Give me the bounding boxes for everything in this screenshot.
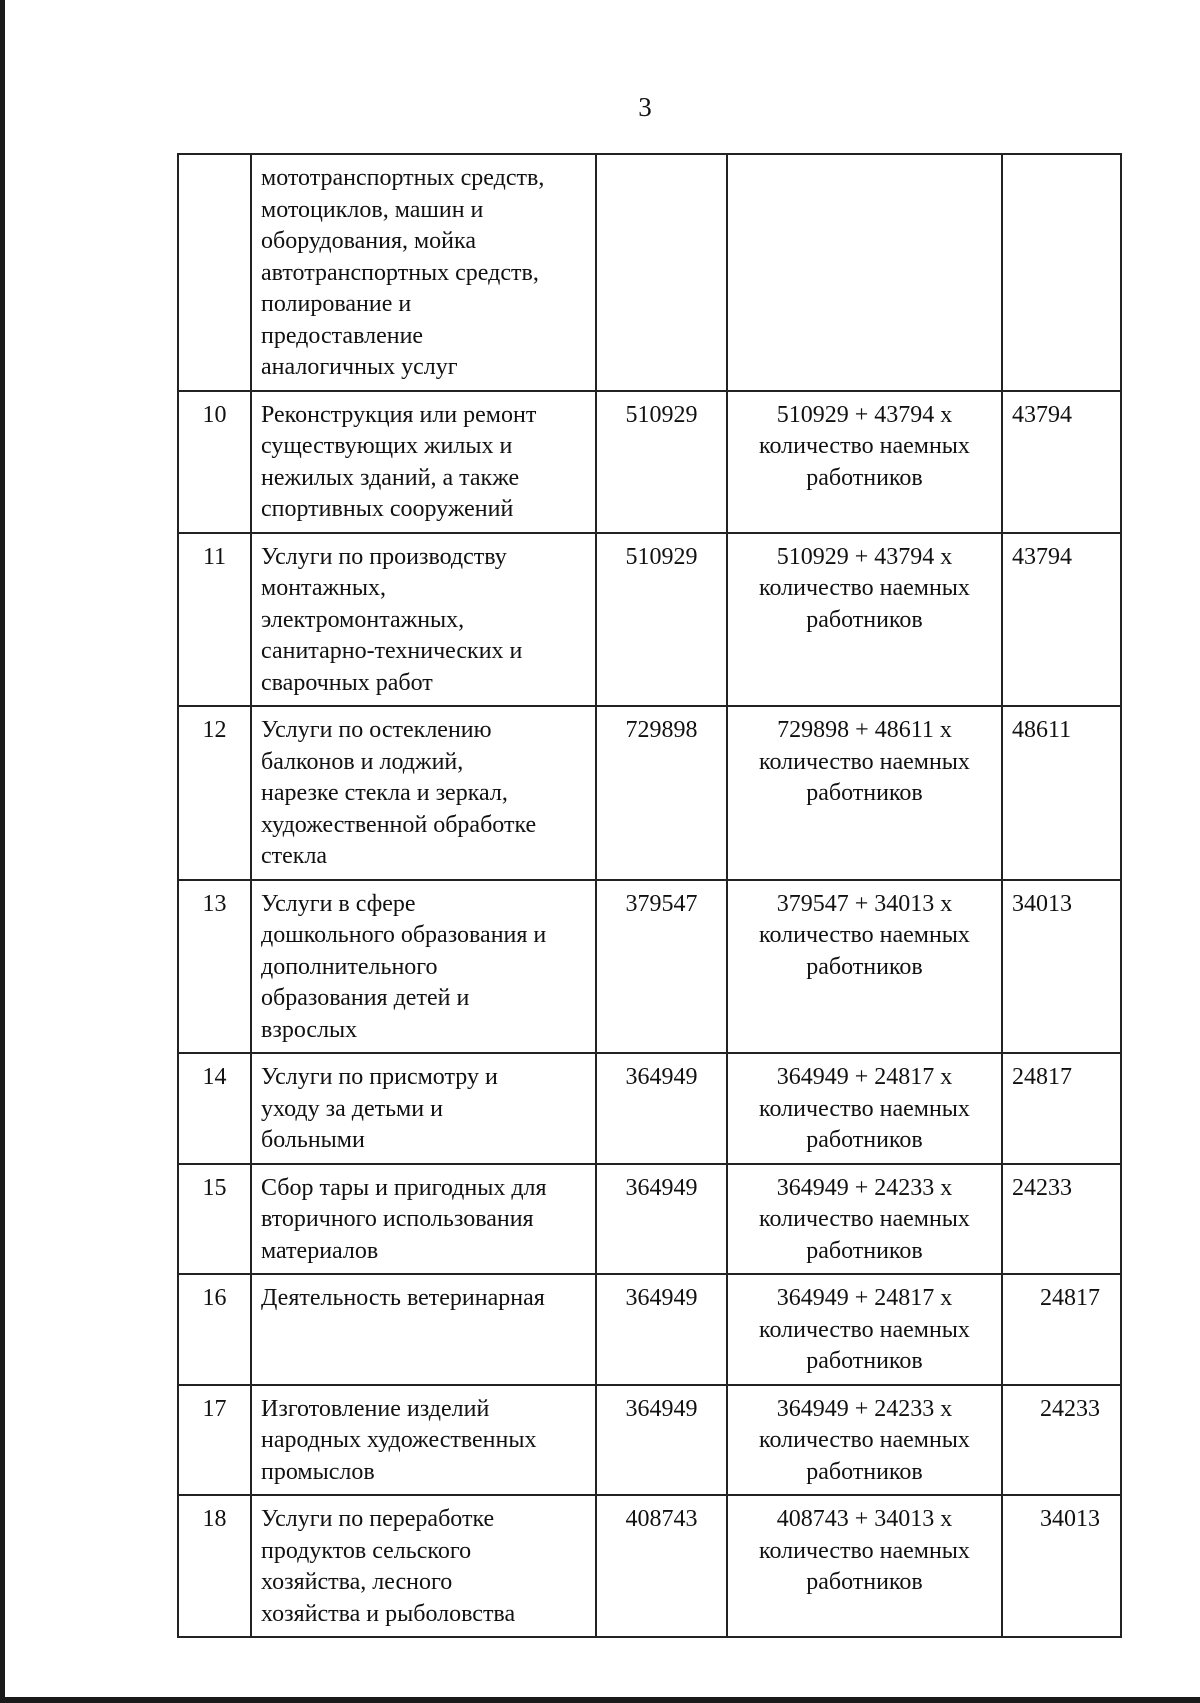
cell-activity-name bbox=[251, 1495, 596, 1637]
name-line: дополнительного bbox=[261, 953, 438, 980]
cell-formula bbox=[727, 1164, 1002, 1275]
formula-line: количество наемных bbox=[759, 1537, 970, 1564]
cell-num: 17 bbox=[178, 1385, 251, 1496]
cell-num: 12 bbox=[178, 706, 251, 880]
cell-increment bbox=[1002, 154, 1121, 391]
name-line: монтажных, bbox=[261, 575, 387, 601]
cell-formula bbox=[727, 1274, 1002, 1385]
cell-num: 10 bbox=[178, 391, 251, 533]
table-row-continuation bbox=[178, 154, 1121, 391]
cell-formula bbox=[727, 706, 1002, 880]
formula-line: работников bbox=[806, 464, 923, 491]
cell-formula bbox=[727, 154, 1002, 391]
cell-formula bbox=[727, 533, 1002, 707]
name-line: образования детей и bbox=[261, 985, 470, 1011]
formula-line: работников bbox=[806, 1237, 923, 1264]
formula-line: работников bbox=[806, 953, 923, 980]
scan-edge-left bbox=[0, 0, 5, 1703]
cell-increment: 24233 bbox=[1002, 1385, 1121, 1496]
name-line: полирование и bbox=[261, 291, 412, 317]
formula-line: 364949 + 24817 х bbox=[776, 1064, 953, 1090]
formula-line: работников bbox=[806, 780, 923, 806]
name-line: Услуги по остеклению bbox=[261, 717, 492, 743]
cell-base-income: 729898 bbox=[596, 706, 727, 880]
name-line: материалов bbox=[261, 1237, 379, 1264]
name-line: Услуги по переработке bbox=[261, 1506, 495, 1532]
name-line: нежилых зданий, а также bbox=[261, 464, 520, 491]
name-line: хозяйства и рыболовства bbox=[261, 1600, 516, 1627]
name-line: балконов и лоджий, bbox=[261, 748, 464, 775]
cell-base-income: 510929 bbox=[596, 533, 727, 707]
formula-line: 510929 + 43794 х bbox=[776, 543, 953, 570]
formula-line: работников bbox=[806, 1569, 923, 1595]
cell-activity-name bbox=[251, 706, 596, 880]
table-row bbox=[178, 706, 1121, 880]
name-line: уходу за детьми и bbox=[261, 1095, 443, 1122]
formula-line: количество наемных bbox=[759, 433, 970, 459]
name-line: хозяйства, лесного bbox=[261, 1569, 453, 1595]
formula-line: 510929 + 43794 х bbox=[776, 401, 953, 428]
cell-activity-name bbox=[251, 391, 596, 533]
cell-base-income: 364949 bbox=[596, 1274, 727, 1385]
formula-line: количество наемных bbox=[759, 575, 970, 601]
name-line: мототранспортных средств, bbox=[261, 165, 545, 191]
name-line: вторичного использования bbox=[261, 1206, 534, 1232]
name-line: автотранспортных средств, bbox=[261, 259, 539, 286]
name-line: мотоциклов, машин и bbox=[261, 196, 484, 223]
name-line: Реконструкция или ремонт bbox=[261, 401, 537, 428]
name-line: аналогичных услуг bbox=[261, 354, 458, 380]
name-line: санитарно-технических и bbox=[261, 638, 523, 664]
cell-increment: 34013 bbox=[1002, 1495, 1121, 1637]
cell-base-income: 408743 bbox=[596, 1495, 727, 1637]
formula-line: количество наемных bbox=[759, 1427, 970, 1453]
cell-base-income: 379547 bbox=[596, 880, 727, 1054]
name-line: Деятельность ветеринарная bbox=[261, 1285, 545, 1311]
cell-increment: 24817 bbox=[1002, 1053, 1121, 1164]
name-line: существующих жилых и bbox=[261, 433, 513, 459]
table-row bbox=[178, 533, 1121, 707]
formula-line: 364949 + 24233 х bbox=[776, 1395, 953, 1422]
cell-increment: 43794 bbox=[1002, 391, 1121, 533]
cell-activity-name bbox=[251, 533, 596, 707]
table-row bbox=[178, 1385, 1121, 1496]
cell-num: 18 bbox=[178, 1495, 251, 1637]
formula-line: количество наемных bbox=[759, 1206, 970, 1232]
scan-edge-bottom bbox=[0, 1697, 1200, 1703]
name-line: продуктов сельского bbox=[261, 1537, 472, 1564]
name-line: народных художественных bbox=[261, 1427, 537, 1453]
name-line: дошкольного образования и bbox=[261, 922, 547, 948]
name-line: стекла bbox=[261, 843, 328, 869]
formula-line: количество наемных bbox=[759, 1316, 970, 1343]
name-line: электромонтажных, bbox=[261, 606, 465, 633]
formula-line: работников bbox=[806, 1458, 923, 1485]
name-line: взрослых bbox=[261, 1016, 358, 1043]
formula-line: работников bbox=[806, 1348, 923, 1374]
formula-line: 729898 + 48611 х bbox=[777, 717, 952, 743]
cell-activity-name bbox=[251, 1385, 596, 1496]
cell-increment: 34013 bbox=[1002, 880, 1121, 1054]
tariff-table bbox=[177, 153, 1122, 1638]
table-row bbox=[178, 1053, 1121, 1164]
cell-num: 11 bbox=[178, 533, 251, 707]
cell-base-income: 510929 bbox=[596, 391, 727, 533]
cell-increment: 48611 bbox=[1002, 706, 1121, 880]
name-line: больными bbox=[261, 1127, 365, 1153]
name-line: сварочных работ bbox=[261, 669, 433, 696]
formula-line: количество наемных bbox=[759, 922, 970, 948]
cell-base-income: 364949 bbox=[596, 1164, 727, 1275]
cell-increment: 43794 bbox=[1002, 533, 1121, 707]
name-line: промыслов bbox=[261, 1458, 375, 1485]
name-line: Услуги по производству bbox=[261, 543, 507, 570]
cell-increment: 24233 bbox=[1002, 1164, 1121, 1275]
formula-line: работников bbox=[806, 1127, 923, 1153]
table-row bbox=[178, 391, 1121, 533]
name-line: оборудования, мойка bbox=[261, 228, 476, 254]
cell-activity-name bbox=[251, 1274, 596, 1385]
name-line: нарезке стекла и зеркал, bbox=[261, 780, 508, 806]
cell-num: 16 bbox=[178, 1274, 251, 1385]
cell-activity-name bbox=[251, 154, 596, 391]
cell-num: 15 bbox=[178, 1164, 251, 1275]
name-line: Услуги в сфере bbox=[261, 890, 416, 917]
cell-increment: 24817 bbox=[1002, 1274, 1121, 1385]
cell-activity-name bbox=[251, 880, 596, 1054]
formula-line: количество наемных bbox=[759, 748, 970, 775]
cell-num: 13 bbox=[178, 880, 251, 1054]
formula-line: работников bbox=[806, 606, 923, 633]
cell-activity-name bbox=[251, 1053, 596, 1164]
cell-formula bbox=[727, 1053, 1002, 1164]
cell-formula bbox=[727, 1495, 1002, 1637]
formula-line: 408743 + 34013 х bbox=[776, 1506, 953, 1532]
formula-line: 379547 + 34013 х bbox=[776, 890, 953, 917]
page-number: 3 bbox=[638, 92, 652, 122]
cell-formula bbox=[727, 1385, 1002, 1496]
name-line: Сбор тары и пригодных для bbox=[261, 1174, 547, 1201]
cell-formula bbox=[727, 391, 1002, 533]
name-line: спортивных сооружений bbox=[261, 496, 514, 522]
name-line: Изготовление изделий bbox=[261, 1395, 490, 1422]
name-line: художественной обработке bbox=[261, 811, 537, 838]
cell-base-income bbox=[596, 154, 727, 391]
formula-line: количество наемных bbox=[759, 1095, 970, 1122]
table-row bbox=[178, 1164, 1121, 1275]
cell-base-income: 364949 bbox=[596, 1385, 727, 1496]
cell-num: 14 bbox=[178, 1053, 251, 1164]
table-row bbox=[178, 1495, 1121, 1637]
name-line: Услуги по присмотру и bbox=[261, 1064, 498, 1090]
cell-num bbox=[178, 154, 251, 391]
cell-base-income: 364949 bbox=[596, 1053, 727, 1164]
formula-line: 364949 + 24817 х bbox=[776, 1285, 953, 1311]
cell-activity-name bbox=[251, 1164, 596, 1275]
table-row bbox=[178, 1274, 1121, 1385]
cell-formula bbox=[727, 880, 1002, 1054]
formula-line: 364949 + 24233 х bbox=[776, 1174, 953, 1201]
name-line: предоставление bbox=[261, 322, 424, 349]
table-row bbox=[178, 880, 1121, 1054]
